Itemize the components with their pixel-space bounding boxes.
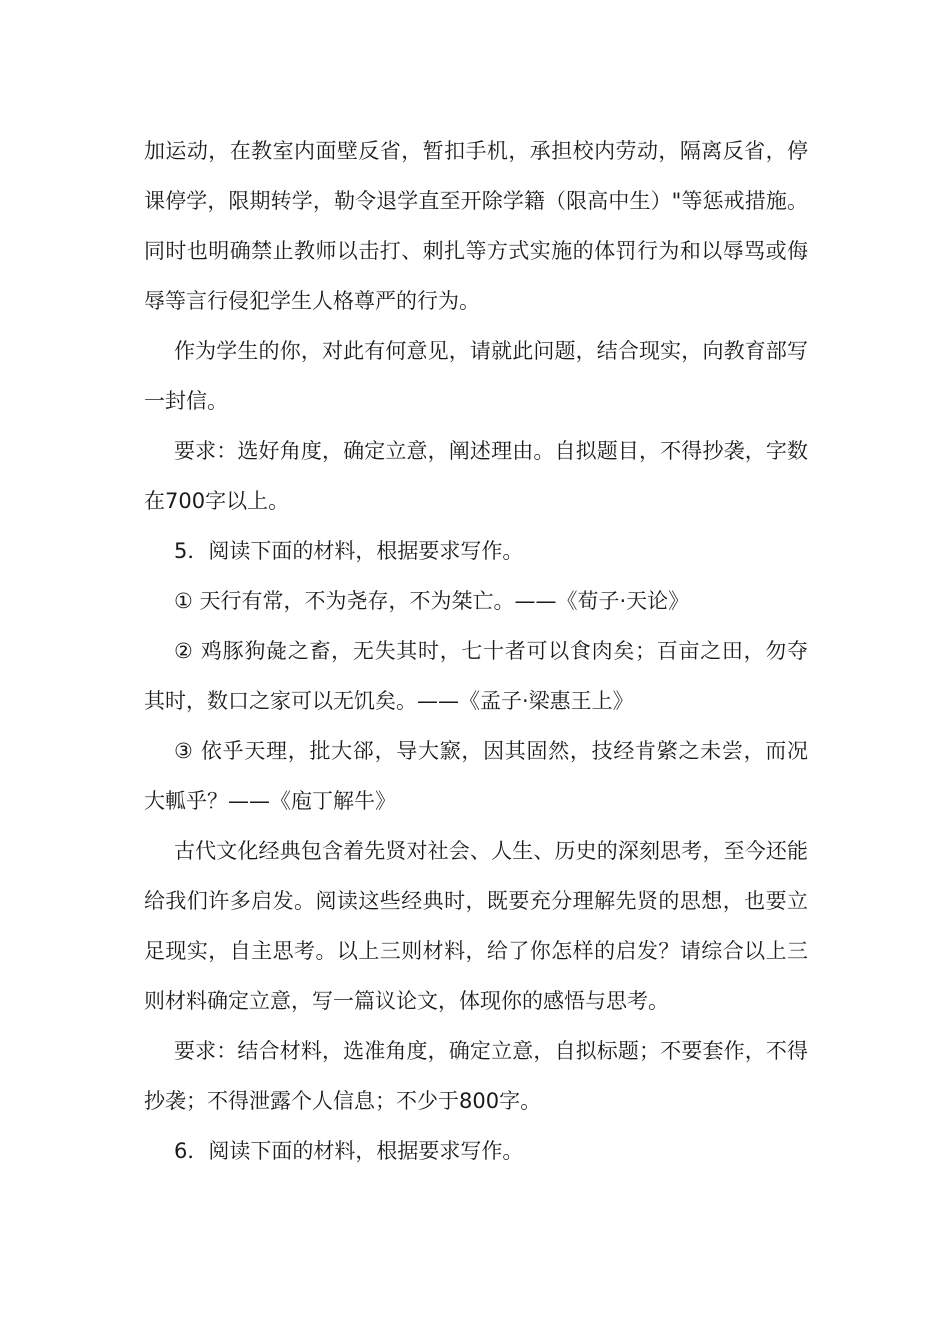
- paragraph-punishment-measures: 加运动，在教室内面壁反省，暂扣手机，承担校内劳动，隔离反省，停课停学，限期转学，勒令退学直至开除学籍（限高中生）"等惩戒措施。同时也明确禁止教师以击打、刺扎等方式实施的体罚行为和以辱骂或侮辱等言行侵犯学生人格尊严的行为。: [144, 139, 808, 313]
- paragraph-question-6: 6．阅读下面的材料，根据要求写作。: [174, 1139, 524, 1163]
- paragraph-requirements-5: 要求：结合材料，选准角度，确定立意，自拟标题；不要套作，不得抄袭；不得泄露个人信息；不少于800字。: [144, 1039, 808, 1113]
- paragraph-classics-prompt: 古代文化经典包含着先贤对社会、人生、历史的深刻思考，至今还能给我们许多启发。阅读这些经典时，既要充分理解先贤的思想，也要立足现实，自主思考。以上三则材料，给了你怎样的启发？请综合以上三则材料确定立意，写一篇议论文，体现你的感悟与思考。: [144, 839, 808, 1013]
- document-body: [144, 126, 808, 1176]
- paragraph-letter-prompt: 作为学生的你，对此有何意见，请就此问题，结合现实，向教育部写一封信。: [144, 339, 808, 413]
- paragraph-material-1: ① 天行有常，不为尧存，不为桀亡。——《荀子·天论》: [174, 589, 690, 613]
- paragraph-material-2: ② 鸡豚狗彘之畜，无失其时，七十者可以食肉矣；百亩之田，勿夺其时，数口之家可以无饥矣。——《孟子·梁惠王上》: [144, 639, 808, 713]
- paragraph-question-5: 5．阅读下面的材料，根据要求写作。: [174, 539, 524, 563]
- paragraph-material-3: ③ 依乎天理，批大郤，导大窾，因其固然，技经肯綮之未尝，而况大軱乎？——《庖丁解牛》: [144, 739, 808, 813]
- paragraph-requirements-4: 要求：选好角度，确定立意，阐述理由。自拟题目，不得抄袭，字数在700字以上。: [144, 439, 808, 513]
